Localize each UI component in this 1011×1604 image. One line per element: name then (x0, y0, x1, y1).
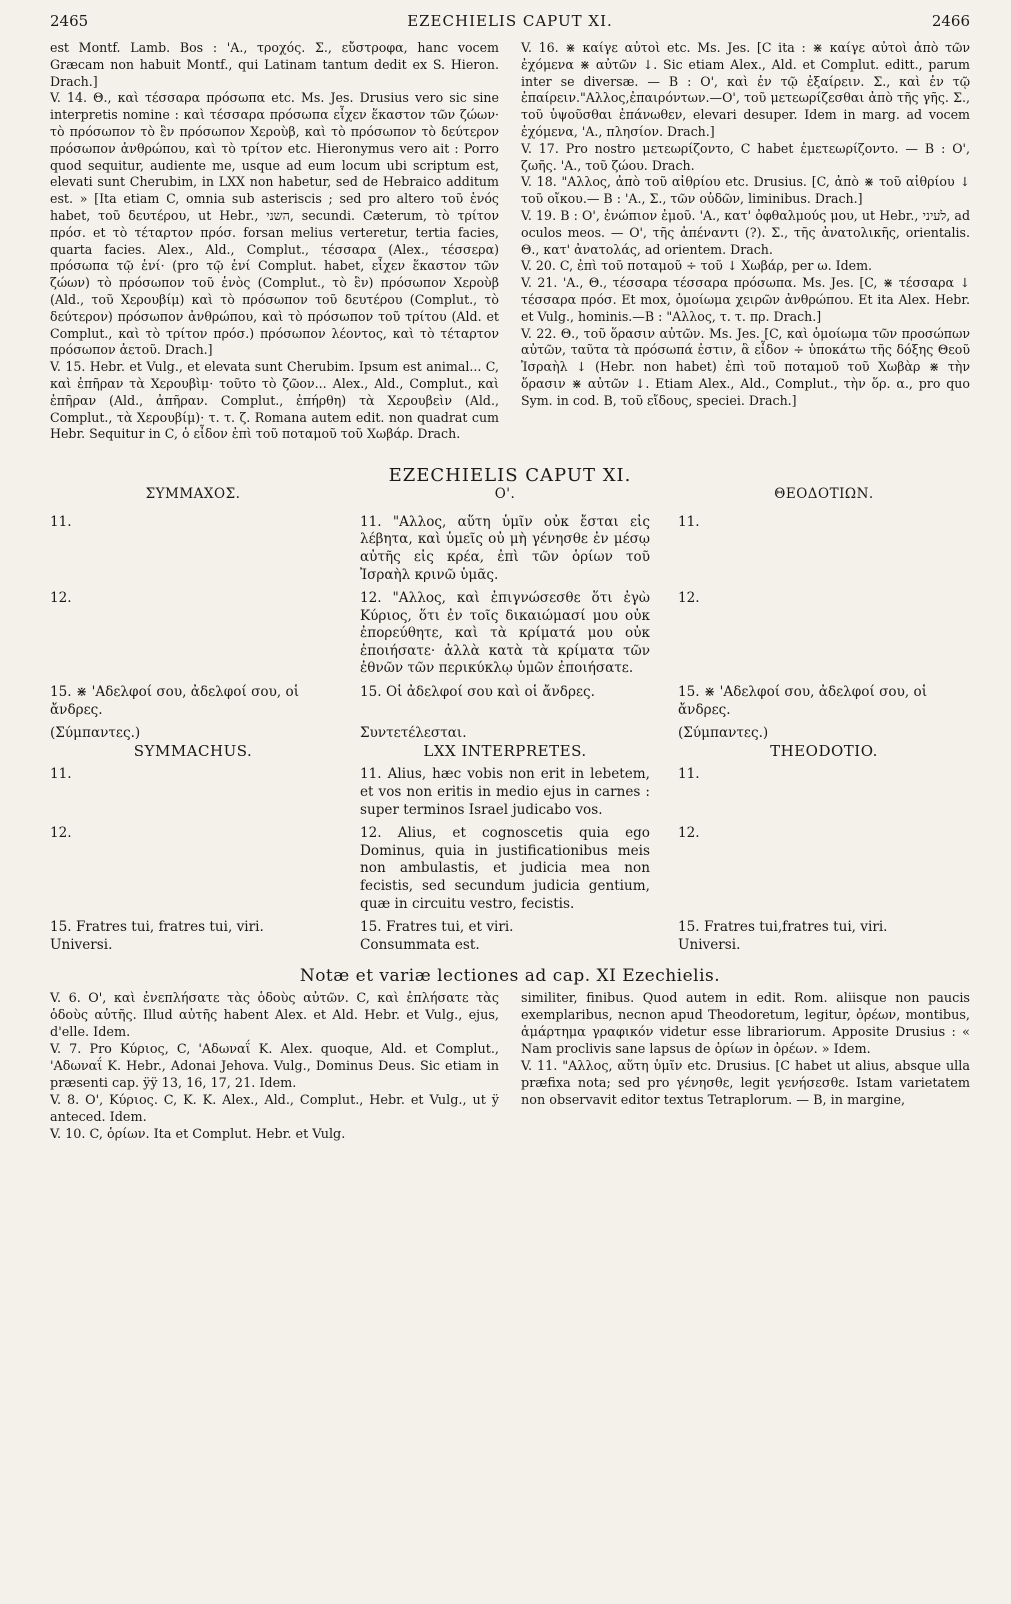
note-paragraph: V. 22. Θ., τοῦ ὅρασιν αὐτῶν. Ms. Jes. [C, καὶ ὁμοίωμα τῶν προσώπων αὐτῶν, ταῦτα τὰ πρόσωπά ἐστιν, ἃ εἶδον ÷ ὑποκάτω τῆς δόξης Θεοῦ Ἰσραὴλ ↓ (Hebr. non habet) ἐπὶ τοῦ ποταμοῦ τοῦ Χωβὰρ ⋇ τὴν ὅρασιν ⋇ αὐτῶν ↓. Etiam Alex., Ald., Complut., τὴν ὅρ. α., pro quo Sym. in cod. B, τοῦ εἴδους, speciei. Drach.] (521, 325, 970, 408)
table-row (50, 514, 970, 584)
theodotion-cell: 12. (678, 825, 700, 842)
note-paragraph: similiter, finibus. Quod autem in edit. Rom. aliisque non paucis exemplaribus, necnon apud Theodoretum, legitur, ὀρέων, montibus, ἁμάρτημα γραφικόν videtur esse librariorum. Apposite Drusius : « Nam proclivis sane lapsus de ὁρίων in ὀρέων. » Idem. (521, 991, 970, 1058)
symmachus-cell: 15. ⋇ 'Αδελφοί σου, ἀδελφοί σου, οἱ ἄνδρες. (50, 684, 300, 718)
greek-table-header (50, 486, 970, 504)
left-page-number: 2465 (50, 12, 89, 30)
theodotion-cell: (Σύμπαντες.) (678, 725, 769, 742)
running-head (50, 12, 970, 36)
theodotion-cell: 15. ⋇ 'Αδελφοί σου, ἀδελφοί σου, οἱ ἄνδρες. (678, 684, 928, 718)
right-page-number: 2466 (931, 12, 970, 30)
lxx-cell: 15. Οἱ ἀδελφοί σου καὶ οἱ ἄνδρες. (360, 684, 595, 701)
notes-title: Notæ et variæ lectiones ad cap. XI Ezechielis. (299, 966, 721, 987)
table-row (50, 919, 970, 937)
note-paragraph: V. 18. "Αλλος, ἀπὸ τοῦ αἰθρίου etc. Drusius. [C, ἀπὸ ⋇ τοῦ αἰθρίου ↓ τοῦ οἴκου.— B : 'A., Σ., τῶν οὐδῶν, liminibus. Drach.] (521, 174, 970, 207)
symmachus-cell: 11. (50, 513, 72, 530)
note-paragraph: V. 16. ⋇ καίγε αὐτοὶ etc. Ms. Jes. [C ita : ⋇ καίγε αὐτοὶ ἀπὸ τῶν ἐχόμενα ⋇ αὐτῶν ↓. Sic etiam Alex., Ald. et Complut. editt., parum inter se diversæ. — B : O', καὶ ἐν τῷ ἐξαίρειν. Σ., καὶ ἐν τῷ ἐπαίρειν."Αλλος,ἐπαιρόντων.—O', τοῦ μετεωρίζεσθαι ἀπὸ τῆς γῆς. Σ., τοῦ ὑψοῦσθαι ἐπάνωθεν, elevari desuper. Idem in marg. ad vocem ἐχόμενα, 'A., πλησίον. Drach.] (521, 40, 970, 139)
bottom-notes-right-column (521, 990, 970, 1143)
symmachus-cell: (Σύμπαντες.) (50, 725, 141, 742)
lxx-cell: Consummata est. (360, 936, 480, 953)
header-theodotion-latin: THEODOTIO. (770, 741, 878, 760)
top-notes-right-column (521, 40, 970, 443)
header-symmachus-latin: SYMMACHUS. (133, 741, 253, 760)
note-paragraph: V. 8. O', Κύριος. C, K. K. Alex., Ald., Complut., Hebr. et Vulg., ut ÿ anteced. Idem. (50, 1093, 499, 1126)
lxx-cell: 12. Alius, et cognoscetis quia ego Dominus, quia in justificationibus meis non ambulastis, et judicia mea non fecistis, sed secundum judicia gentium, quæ in circuitu vestro, fecistis. (360, 825, 650, 912)
theodotion-cell: 12. (678, 590, 700, 607)
bottom-notes-left-column (50, 990, 499, 1143)
note-paragraph: V. 15. Hebr. et Vulg., et elevata sunt Cherubim. Ipsum est animal... C, καὶ ἐπῆραν τὰ Χερουβὶμ· τοῦτο τὸ ζῶον... Alex., Ald., Complut., καὶ ἐπῆραν (Ald., ἀπῆραν. Complut., ἐπήρθη) τὰ Χερουβεὶν (Ald., Complut., τὰ Χερουβίμ)· τ. τ. ζ. Romana autem edit. non quadrat cum Hebr. Sequitur in C, ὁ εἶδον ἐπὶ τοῦ ποταμοῦ τοῦ Χωβάρ. Drach. (50, 359, 499, 442)
header-lxx-latin: LXX INTERPRETES. (423, 741, 587, 760)
lxx-cell: Συντετέλεσται. (360, 725, 467, 742)
table-row (50, 590, 970, 678)
note-paragraph: V. 21. 'A., Θ., τέσσαρα τέσσαρα πρόσωπα. Ms. Jes. [C, ⋇ τέσσαρα ↓ τέσσαρα πρόσ. Et mox, ὁμοίωμα χειρῶν ἀνθρώπου. Et ita Alex. Hebr. et Vulg., hominis.—B : "Αλλος, τ. τ. πρ. Drach.] (521, 275, 970, 324)
table-row (50, 725, 970, 743)
running-title: EZECHIELIS CAPUT XI. (407, 12, 613, 30)
theodotion-cell: 15. Fratres tui,fratres tui, viri. (678, 919, 888, 936)
note-paragraph: V. 11. "Αλλος, αὕτη ὑμῖν etc. Drusius. [C habet ut alius, absque ulla præfixa nota; sed pro γένησθε, legit γενήσεσθε. Istam varietatem non observavit editor textus Tetraplorum. — B, in margine, (521, 1059, 970, 1109)
header-symmachus-greek: ΣΥΜΜΑΧΟΣ. (145, 486, 241, 503)
symmachus-cell: 11. (50, 766, 72, 783)
note-paragraph: V. 7. Pro Κύριος, C, 'Αδωναΐ K. Alex. quoque, Ald. et Complut., 'Αδωναΐ K. Hebr., Adonai Jehova. Vulg., Dominus Deus. Sic etiam in præsenti cap. ÿÿ 13, 16, 17, 21. Idem. (50, 1042, 499, 1092)
header-theodotion-greek: ΘΕΟΔΟΤΙΩΝ. (774, 486, 874, 503)
lxx-cell: 12. "Αλλος, καὶ ἐπιγνώσεσθε ὅτι ἐγὼ Κύριος, ὅτι ἐν τοῖς δικαιώμασί μου οὐκ ἐπορεύθητε, καὶ τὰ κρίματά μου οὐκ ἐποιήσατε· ἀλλὰ κατὰ τὰ κρίματα τῶν ἐθνῶν τῶν περικύκλῳ ὑμῶν ἐποιήσατε. (360, 590, 650, 677)
top-notes (50, 40, 970, 443)
theodotion-cell: Universi. (678, 936, 741, 953)
note-paragraph: V. 10. C, ὁρίων. Ita et Complut. Hebr. et Vulg. (50, 1127, 346, 1143)
lxx-cell: 11. Alius, hæc vobis non erit in lebetem, et vos non eritis in medio ejus in carnes : super terminos Israel judicabo vos. (360, 766, 650, 818)
header-lxx-greek: O'. (494, 486, 516, 503)
page (50, 12, 970, 1143)
note-paragraph: V. 6. O', καὶ ἐνεπλήσατε τὰς ὁδοὺς αὐτῶν. C, καὶ ἐπλήσατε τὰς ὁδοὺς αὐτῆς. Illud αὐτῆς habent Alex. et Ald. Hebr. et Vulg., ejus, d'elle. Idem. (50, 991, 499, 1041)
lxx-cell: 15. Fratres tui, et viri. (360, 919, 514, 936)
theodotion-cell: 11. (678, 513, 700, 530)
symmachus-cell: 12. (50, 825, 72, 842)
symmachus-cell: 12. (50, 590, 72, 607)
table-row (50, 766, 970, 819)
symmachus-cell: 15. Fratres tui, fratres tui, viri. (50, 919, 264, 936)
note-paragraph: V. 19. B : O', ἐνώπιον ἐμοῦ. 'A., κατ' ὀφθαλμούς μου, ut Hebr., לעיני, ad oculos meos. — O', τῆς ἀπέναντι (?). Σ., τῆς ἀνατολικῆς, orientalis. Θ., κατ' ἀνατολάς, ad orientem. Drach. (521, 207, 971, 257)
bottom-notes (50, 990, 970, 1143)
top-notes-left-column (50, 40, 499, 443)
note-paragraph: V. 14. Θ., καὶ τέσσαρα πρόσωπα etc. Ms. Jes. Drusius vero sic sine interpretis nomine : καὶ τέσσαρα πρόσωπα εἶχεν ἕκαστον τῶν ζώων· τὸ πρόσωπον τὸ ἓν πρόσωπον Χεροὺβ, καὶ τὸ πρόσωπον τὸ δεύτερον πρόσωπον ἀνθρώπου, καὶ τὸ τρίτον etc. Hieronymus vero ait : Porro quod sequitur, audiente me, usque ad eum locum ubi scriptum est, elevati sunt Cherubim, in LXX non habetur, sed de Hebraico additum est. » [Ita etiam C, omnia sub asteriscis ; sed pro altero τοῦ ἑνός habet, τοῦ δευτέρου, ut Hebr., השני, secundi. Cæterum, τὸ τρίτον πρόσ. et τὸ τέταρτον πρόσ. forsan melius verteretur, tertia facies, quarta facies. Alex., Ald., Complut., τέσσαρα (Alex., τέσσερα) πρόσωπα τῷ ἑνί· (pro τῷ ἑνί Complut. habet, εἶχεν ἕκαστον τῶν ζώων) τὸ πρόσωπον τοῦ ἑνὸς (Complut., τὸ ἓν) πρόσωπον Χεροὺβ (Ald., τοῦ Χερουβίμ) καὶ τὸ πρόσωπον τοῦ δευτέρου (Complut., τὸ δεύτερον) πρόσωπον ἀνθρώπου, καὶ τὸ πρόσωπον τοῦ τρίτου (Ald. et Complut., καὶ τὸ τρίτον πρόσ.) πρόσωπον λέοντος, καὶ τὸ τέταρτον πρόσωπον ἀετοῦ. Drach.] (50, 90, 499, 358)
lxx-cell: 11. "Αλλος, αὕτη ὑμῖν οὐκ ἔσται εἰς λέβητα, καὶ ὑμεῖς οὐ μὴ γένησθε ἐν μέσῳ αὐτῆς εἰς κρέα, ἐπὶ τῶν ὁρίων τοῦ Ἰσραὴλ κρινῶ ὑμᾶς. (360, 513, 650, 583)
note-paragraph: est Montf. Lamb. Bos : 'A., τροχός. Σ., εὔστροφα, hanc vocem Græcam non habuit Montf., qui Latinam tantum dedit ex S. Hieron. Drach.] (50, 40, 499, 89)
table-row (50, 937, 970, 955)
table-row (50, 825, 970, 913)
theodotion-cell: 11. (678, 766, 700, 783)
note-paragraph: V. 17. Pro nostro μετεωρίζοντο, C habet ἐμετεωρίζοντο. — B : O', ζωῆς. 'A., τοῦ ζώου. Drach. (521, 140, 970, 173)
table-row (50, 684, 970, 719)
chapter-title: EZECHIELIS CAPUT XI. (388, 465, 632, 487)
note-paragraph: V. 20. C, ἐπὶ τοῦ ποταμοῦ ÷ τοῦ ↓ Χωβάρ, per ω. Idem. (521, 258, 873, 274)
latin-table-header (50, 743, 970, 761)
symmachus-cell: Universi. (50, 936, 113, 953)
